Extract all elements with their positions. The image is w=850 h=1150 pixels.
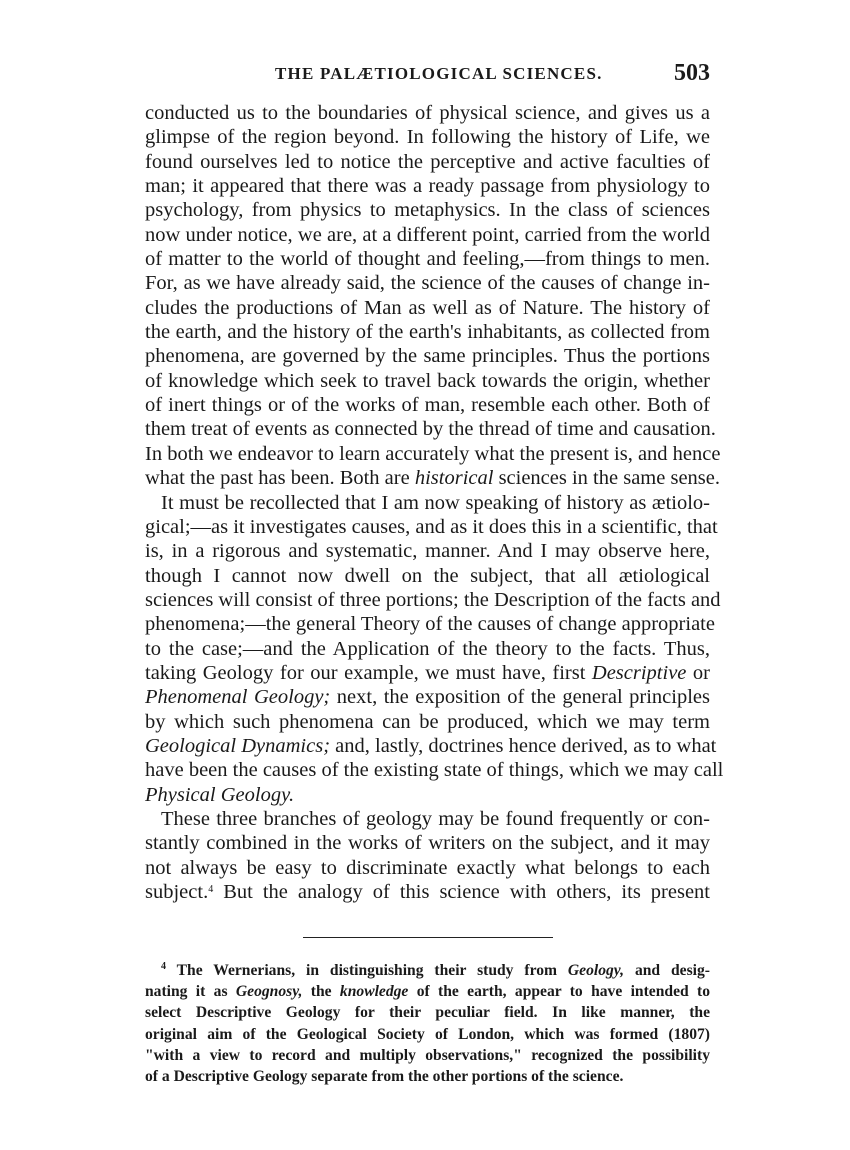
italic-term-geological-dynamics: Geological Dynamics;: [145, 734, 331, 757]
text-line: [145, 880, 710, 904]
text-line: conducted us to the boundaries of physical science, and gives us a: [145, 102, 710, 124]
footnote-line: of a Descriptive Geology separate from the other portions of the science.: [145, 1067, 624, 1085]
text-line: glimpse of the region beyond. In following the history of Life, we: [145, 126, 710, 149]
text-line: In both we endeavor to learn accurately what the present is, and hence: [145, 442, 721, 465]
text-line: [145, 685, 710, 709]
italic-term-physical-geology: Physical Geology.: [145, 783, 295, 806]
page-header: [145, 60, 710, 94]
text-line: stantly combined in the works of writers on the subject, and it may: [145, 832, 710, 855]
footnote-line: [145, 960, 710, 981]
body-text: [145, 101, 724, 904]
page-number: 503: [674, 60, 710, 86]
italic-term-phenomenal-geology: Phenomenal Geology;: [145, 686, 331, 709]
text-run: the: [302, 983, 340, 1001]
text-run: and, lastly, doctrines hence derived, as to what: [330, 734, 717, 757]
footnote-reference[interactable]: 4: [208, 884, 214, 895]
text-run: nating it as: [145, 983, 236, 1001]
footnote-line: "with a view to record and multiply observations," recognized the possibility: [145, 1046, 710, 1064]
text-line: [145, 734, 717, 758]
text-line: not always be easy to discriminate exactly what belongs to each: [145, 856, 710, 879]
text-line: phenomena, are governed by the same principles. Thus the portions: [145, 345, 710, 368]
text-line: It must be recollected that I am now speaking of history as ætiolo-: [161, 491, 710, 514]
text-run: what the past has been. Both are: [145, 467, 415, 490]
text-line: have been the causes of the existing state of things, which we may call: [145, 759, 724, 782]
paragraph-2: [145, 491, 724, 807]
footnote-line: select Descriptive Geology for their peculiar field. In like manner, the: [145, 1004, 710, 1022]
text-line: These three branches of geology may be found frequently or con-: [161, 807, 710, 830]
footnote-line: original aim of the Geological Society of London, which was formed (1807): [145, 1025, 710, 1043]
text-line: to the case;—and the Application of the theory to the facts. Thus,: [145, 637, 710, 660]
text-run: or: [686, 661, 711, 684]
text-line: cludes the productions of Man as well as of Nature. The history of: [145, 296, 710, 319]
text-line: [145, 661, 710, 685]
text-line: them treat of events as connected by the thread of time and causation.: [145, 418, 716, 441]
text-run: sciences in the same sense.: [493, 467, 720, 490]
text-line: of matter to the world of thought and feeling,—from things to men.: [145, 248, 710, 271]
italic-term-historical: historical: [414, 467, 494, 490]
text-run: But the analogy of this science with others, its present: [213, 881, 710, 903]
footnote: [145, 960, 710, 1087]
italic-term-geognosy: Geognosy,: [235, 983, 303, 1001]
text-line: found ourselves led to notice the perceptive and active faculties of: [145, 150, 710, 173]
paragraph-1: [145, 101, 721, 491]
text-line: phenomena;—the general Theory of the causes of change appropriate: [145, 613, 715, 636]
footnote-divider: [303, 937, 553, 938]
italic-term-knowledge: knowledge: [339, 983, 409, 1001]
text-run: The Wernerians, in distinguishing their study from: [166, 962, 568, 979]
text-line: For, as we have already said, the science of the causes of change in-: [145, 272, 710, 295]
text-line: of knowledge which seek to travel back towards the origin, whether: [145, 369, 710, 392]
text-line: man; it appeared that there was a ready passage from physiology to: [145, 175, 710, 198]
text-run: of the earth, appear to have intended to: [408, 983, 710, 1001]
text-line: sciences will consist of three portions; the Description of the facts and: [145, 588, 721, 611]
text-line: though I cannot now dwell on the subject, that all ætiological: [145, 564, 710, 587]
text-run: taking Geology for our example, we must have, first: [145, 661, 592, 684]
footnote-marker: 4: [161, 961, 166, 972]
text-run: subject.: [145, 881, 209, 903]
text-line: [145, 783, 710, 807]
paragraph-3: [145, 807, 710, 904]
text-line: gical;—as it investigates causes, and as it does this in a scientific, that: [145, 515, 718, 538]
footnote-line: [145, 981, 710, 1002]
text-line: by which such phenomena can be produced, which we may term: [145, 710, 710, 733]
running-head: THE PALÆTIOLOGICAL SCIENCES.: [275, 64, 603, 83]
italic-term-geology: Geology,: [567, 962, 625, 979]
text-run: next, the exposition of the general principles: [330, 686, 711, 709]
text-line: [145, 466, 720, 490]
text-run: and desig-: [624, 962, 710, 979]
text-line: of inert things or of the works of man, resemble each other. Both of: [145, 394, 710, 417]
text-line: is, in a rigorous and systematic, manner. And I may observe here,: [145, 540, 710, 563]
text-line: now under notice, we are, at a different point, carried from the world: [145, 223, 710, 246]
italic-term-descriptive: Descriptive: [591, 661, 687, 684]
text-line: the earth, and the history of the earth's inhabitants, as collected from: [145, 321, 710, 344]
text-line: psychology, from physics to metaphysics. In the class of sciences: [145, 199, 710, 222]
